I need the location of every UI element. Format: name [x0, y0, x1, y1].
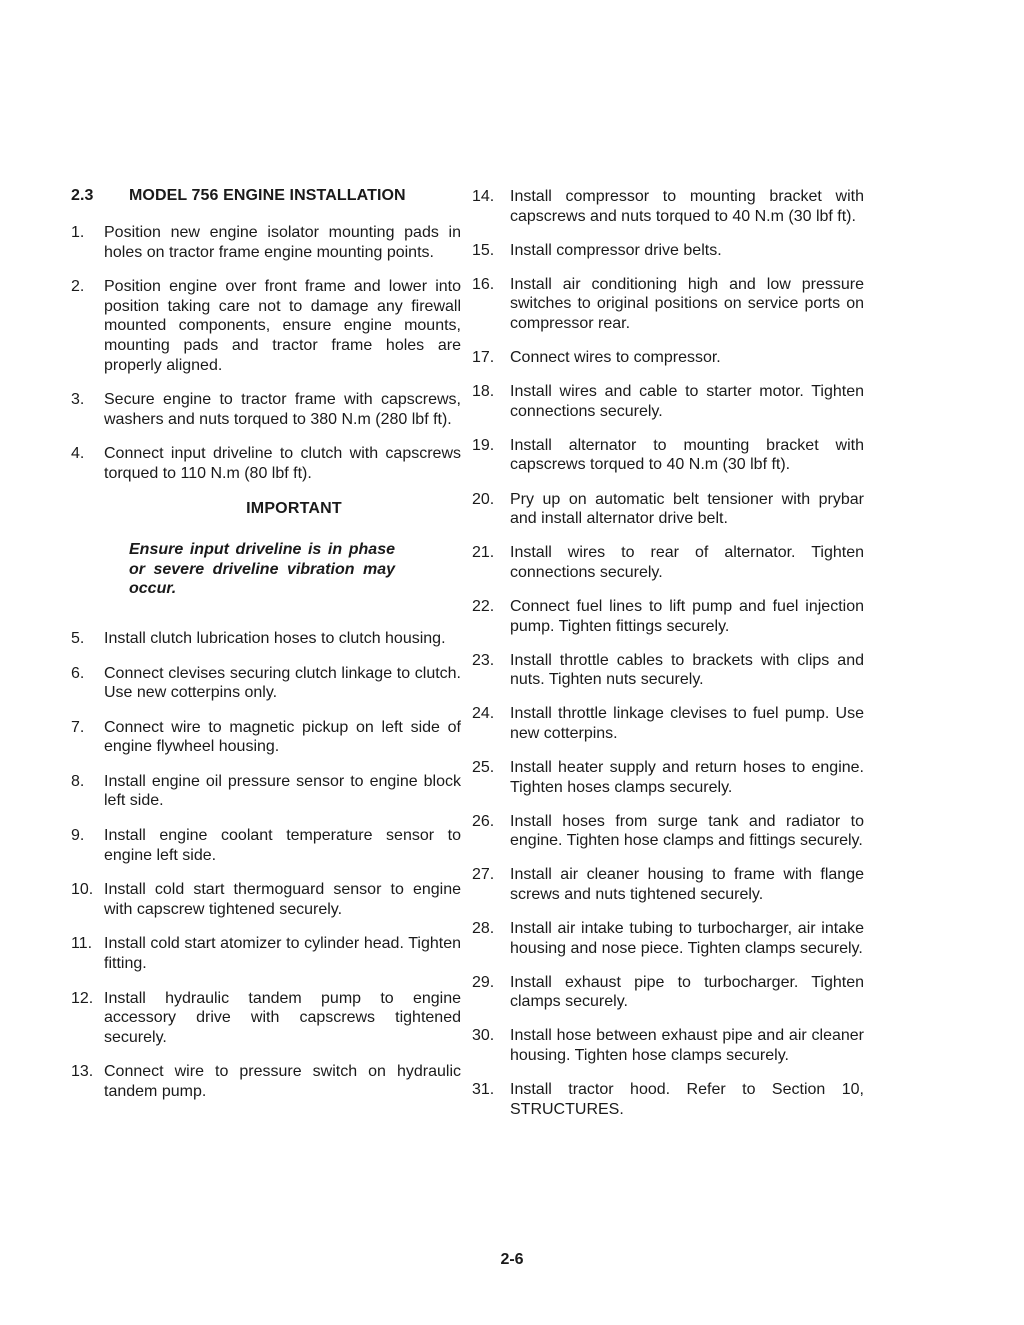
step-text: Install hoses from surge tank and radiator to engine. Tighten hose clamps and fittings securely. [510, 812, 864, 850]
right-steps-list [472, 187, 864, 1119]
step-number: 5. [71, 629, 85, 647]
procedure-step [472, 1026, 864, 1065]
step-text: Install engine coolant temperature sensor to engine left side. [104, 827, 461, 864]
important-heading: IMPORTANT [246, 499, 342, 517]
step-text: Install air intake tubing to turbocharger, air intake housing and nose piece. Tighten clamps securely. [510, 920, 864, 957]
step-text: Position engine over front frame and lower into position taking care not to damage any firewall mounted components, ensure engine mounts, mounting pads and tractor frame holes are properly aligned. [104, 278, 461, 374]
procedure-step [71, 718, 461, 757]
step-text: Install hose between exhaust pipe and air cleaner housing. Tighten hose clamps securely. [510, 1027, 864, 1064]
important-note: Ensure input driveline is in phase or severe driveline vibration may occur. [129, 541, 395, 598]
step-number: 9. [71, 827, 85, 845]
step-number: 26. [472, 812, 495, 830]
procedure-step [472, 919, 864, 958]
step-text: Install cold start atomizer to cylinder head. Tighten fitting. [104, 935, 461, 973]
step-number: 25. [472, 758, 495, 776]
step-number: 27. [472, 866, 495, 884]
step-number: 28. [472, 920, 495, 938]
step-text: Pry up on automatic belt tensioner with prybar and install alternator drive belt. [510, 490, 864, 528]
step-text: Connect wire to pressure switch on hydraulic tandem pump. [104, 1063, 461, 1100]
step-text: Install heater supply and return hoses to engine. Tighten hoses clamps securely. [510, 758, 864, 796]
step-number: 2. [71, 278, 85, 296]
step-text: Connect fuel lines to lift pump and fuel injection pump. Tighten fittings securely. [510, 597, 864, 635]
left-steps-after-list [71, 629, 461, 1102]
step-number: 16. [472, 275, 495, 293]
procedure-step [472, 187, 864, 226]
step-number: 17. [472, 349, 495, 367]
step-text: Install wires and cable to starter motor. Tighten connections securely. [510, 383, 864, 420]
procedure-step [472, 382, 864, 421]
procedure-step [472, 973, 864, 1012]
step-number: 21. [472, 544, 495, 562]
procedure-step [472, 865, 864, 904]
step-text: Install cold start thermoguard sensor to engine with capscrew tightened securely. [104, 881, 461, 918]
step-number: 30. [472, 1027, 495, 1045]
step-text: Install alternator to mounting bracket with capscrews torqued to 40 N.m (30 lbf ft). [510, 436, 864, 474]
procedure-step [71, 444, 461, 483]
step-text: Connect wire to magnetic pickup on left side of engine flywheel housing. [104, 718, 461, 756]
procedure-step [472, 651, 864, 690]
procedure-step [71, 826, 461, 865]
procedure-step [472, 543, 864, 582]
procedure-step [472, 597, 864, 636]
step-number: 1. [71, 224, 85, 241]
procedure-step [71, 277, 461, 375]
step-number: 10. [71, 881, 94, 899]
step-text: Secure engine to tractor frame with capscrews, washers and nuts torqued to 380 N.m (280 lbf ft). [104, 391, 461, 428]
left-column [71, 223, 461, 1117]
section-title: MODEL 756 ENGINE INSTALLATION [129, 187, 406, 204]
procedure-step [472, 241, 864, 261]
procedure-step [71, 1062, 461, 1101]
step-number: 23. [472, 651, 495, 669]
step-text: Install tractor hood. Refer to Section 10, STRUCTURES. [510, 1081, 864, 1118]
step-text: Connect clevises securing clutch linkage to clutch. Use new cotterpins only. [104, 664, 461, 702]
step-number: 8. [71, 772, 85, 790]
procedure-step [472, 436, 864, 475]
procedure-step [472, 758, 864, 797]
step-number: 3. [71, 391, 85, 409]
step-text: Install clutch lubrication hoses to clutch housing. [104, 629, 446, 647]
step-number: 18. [472, 383, 495, 401]
step-text: Install throttle cables to brackets with clips and nuts. Tighten nuts securely. [510, 651, 864, 689]
step-number: 15. [472, 241, 495, 259]
step-text: Connect wires to compressor. [510, 349, 721, 367]
step-text: Install compressor to mounting bracket with capscrews and nuts torqued to 40 N.m (30 lbf ft). [510, 188, 864, 225]
step-number: 20. [472, 490, 495, 508]
step-text: Install throttle linkage clevises to fuel pump. Use new cotterpins. [510, 705, 864, 742]
procedure-step [472, 490, 864, 529]
step-text: Install engine oil pressure sensor to engine block left side. [104, 772, 461, 810]
step-number: 29. [472, 973, 495, 991]
step-text: Install air cleaner housing to frame with flange screws and nuts tightened securely. [510, 866, 864, 903]
step-text: Install wires to rear of alternator. Tighten connections securely. [510, 544, 864, 581]
procedure-step [472, 348, 864, 368]
step-number: 4. [71, 445, 85, 463]
step-text: Install hydraulic tandem pump to engine accessory drive with capscrews tightened securely. [104, 989, 461, 1046]
procedure-step [472, 275, 864, 334]
left-steps-list [71, 223, 461, 484]
step-text: Install compressor drive belts. [510, 241, 722, 259]
procedure-step [71, 664, 461, 703]
section-heading [71, 187, 406, 205]
procedure-step [472, 1080, 864, 1119]
section-number: 2.3 [71, 187, 94, 204]
procedure-step [71, 934, 461, 973]
step-number: 24. [472, 705, 495, 723]
procedure-step [71, 223, 461, 262]
procedure-step [71, 390, 461, 429]
step-number: 31. [472, 1081, 495, 1099]
step-number: 14. [472, 188, 495, 205]
step-number: 6. [71, 664, 85, 682]
step-number: 12. [71, 989, 94, 1007]
step-text: Install exhaust pipe to turbocharger. Tighten clamps securely. [510, 973, 864, 1011]
procedure-step [472, 704, 864, 743]
procedure-step [71, 989, 461, 1048]
procedure-step [71, 772, 461, 811]
step-text: Install air conditioning high and low pressure switches to original positions on service ports on compressor rear. [510, 275, 864, 332]
step-number: 11. [71, 935, 93, 953]
step-number: 13. [71, 1063, 94, 1081]
page-number: 2-6 [500, 1251, 524, 1268]
step-number: 19. [472, 436, 495, 454]
procedure-step [472, 812, 864, 851]
right-column [472, 187, 864, 1134]
procedure-step [71, 880, 461, 919]
procedure-step [71, 629, 461, 649]
step-text: Position new engine isolator mounting pads in holes on tractor frame engine mounting points. [104, 224, 461, 261]
step-number: 22. [472, 597, 495, 615]
step-text: Connect input driveline to clutch with capscrews torqued to 110 N.m (80 lbf ft). [104, 445, 461, 482]
step-number: 7. [71, 718, 85, 736]
